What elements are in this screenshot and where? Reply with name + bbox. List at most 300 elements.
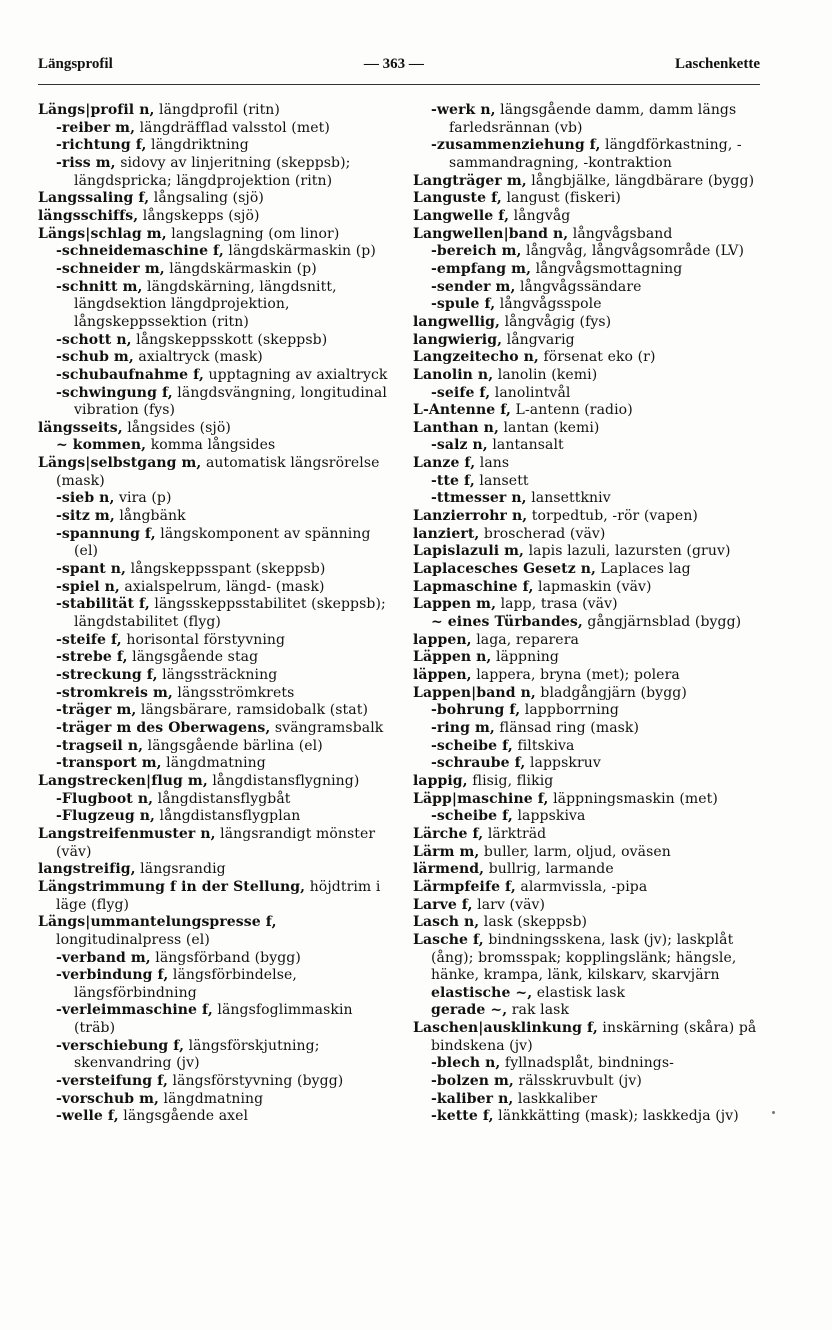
dictionary-entry <box>413 632 765 650</box>
dictionary-entry <box>413 402 765 420</box>
dictionary-entry <box>413 861 765 879</box>
entry-gloss: läppning <box>491 649 559 666</box>
entry-headword: läppen, <box>413 667 472 683</box>
entry-gloss: längdräfflad valsstol (met) <box>135 119 330 136</box>
dictionary-entry <box>413 1091 765 1109</box>
dictionary-entry <box>38 1002 390 1037</box>
entry-headword: Langzeitecho n, <box>413 349 539 366</box>
dictionary-entry <box>38 1091 390 1109</box>
dictionary-entry <box>38 1108 390 1126</box>
entry-gloss: längdprofil (ritn) <box>154 102 280 118</box>
dictionary-entry <box>38 950 390 968</box>
dictionary-entry <box>413 1055 765 1073</box>
entry-gloss: läppningsmaskin (met) <box>548 790 718 807</box>
dictionary-entry <box>413 455 765 473</box>
entry-headword: -schraube f, <box>431 755 526 772</box>
dictionary-entry <box>38 579 390 597</box>
entry-headword: -schub m, <box>56 349 134 366</box>
entry-headword: ~ kommen, <box>56 437 147 454</box>
entry-headword: -richtung f, <box>56 137 147 154</box>
entry-headword: Läppen n, <box>413 649 492 666</box>
entry-headword: Lappen m, <box>413 596 497 613</box>
dictionary-entry <box>38 226 390 244</box>
entry-gloss: längdskärmaskin (p) <box>223 243 376 260</box>
entry-headword: -schneidemaschine f, <box>56 243 224 260</box>
dictionary-entry <box>38 420 390 438</box>
dictionary-entry <box>413 702 765 720</box>
entry-headword: -scheibe f, <box>431 737 513 754</box>
dictionary-entry <box>413 261 765 279</box>
entry-gloss: lapmaskin (väv) <box>533 578 652 595</box>
entry-headword: Lanolin n, <box>413 366 494 383</box>
entry-headword: -verleimmaschine f, <box>56 1002 213 1019</box>
entry-headword: Langwellen|band n, <box>413 225 569 242</box>
dictionary-entry <box>413 279 765 297</box>
entry-gloss: längsförstyvning (bygg) <box>167 1073 344 1090</box>
entry-gloss: långvågssändare <box>515 278 642 295</box>
entry-headword: Languste f, <box>413 190 502 207</box>
entry-gloss: långbänk <box>114 508 186 525</box>
entry-gloss: långvarig <box>502 331 575 348</box>
dictionary-entry <box>413 914 765 932</box>
entry-gloss: horisontal förstyvning <box>121 631 286 648</box>
entry-headword: -verband m, <box>56 949 151 966</box>
dictionary-entry <box>413 579 765 597</box>
dictionary-entry <box>413 226 765 244</box>
entry-gloss: längsgående bärlina (el) <box>143 737 323 754</box>
dictionary-entry <box>413 932 765 985</box>
entry-gloss: elastisk lask <box>532 984 626 1001</box>
dictionary-entry <box>38 808 390 826</box>
entry-gloss: broscherad (väv) <box>479 525 606 542</box>
entry-gloss: längdmatning <box>158 1090 264 1107</box>
dictionary-entry <box>38 879 390 914</box>
dictionary-entry <box>413 173 765 191</box>
entry-headword: lanziert, <box>413 525 480 542</box>
dictionary-entry <box>413 349 765 367</box>
dictionary-entry <box>413 243 765 261</box>
entry-gloss: bladgångjärn (bygg) <box>535 684 687 701</box>
entry-gloss: långskeppsspant (skeppsb) <box>126 561 326 578</box>
entry-gloss: långskepps (sjö) <box>138 207 260 224</box>
dictionary-entry <box>413 738 765 756</box>
entry-headword: -bereich m, <box>431 243 522 260</box>
dictionary-entry <box>413 543 765 561</box>
entry-headword: -scheibe f, <box>431 808 513 825</box>
entry-gloss: lanolin (kemi) <box>493 366 598 383</box>
entry-headword: Lanthan n, <box>413 419 499 436</box>
dictionary-entry <box>38 649 390 667</box>
dictionary-entry <box>38 243 390 261</box>
dictionary-entry <box>38 967 390 1002</box>
entry-headword: Längs|selbstgang m, <box>38 455 202 472</box>
entry-headword: -sieb n, <box>56 490 115 507</box>
dictionary-entry <box>413 508 765 526</box>
entry-headword: -sitz m, <box>56 508 115 525</box>
entry-headword: -tragseil n, <box>56 737 144 754</box>
dictionary-entry <box>413 879 765 897</box>
dictionary-entry <box>413 1020 765 1055</box>
entry-headword: -seife f, <box>431 384 491 401</box>
entry-gloss: längskomponent av spänning (el) <box>74 525 371 560</box>
dictionary-entry <box>413 1073 765 1091</box>
dictionary-entry <box>413 897 765 915</box>
dictionary-entry <box>38 155 390 190</box>
entry-headword: -vorschub m, <box>56 1090 159 1107</box>
dictionary-entry <box>413 755 765 773</box>
entry-gloss: längsgående stag <box>127 649 259 666</box>
entry-gloss: längsskeppsstabilitet (skeppsb); längdstabilitet (flyg) <box>74 596 386 631</box>
entry-headword: -stromkreis m, <box>56 684 173 701</box>
dictionary-entry <box>413 596 765 614</box>
entry-headword: langwellig, <box>413 313 501 330</box>
dictionary-entry <box>38 702 390 720</box>
entry-headword: -salz n, <box>431 437 488 454</box>
entry-headword: Längs|schlag m, <box>38 225 167 242</box>
entry-gloss: laga, reparera <box>471 631 579 648</box>
entry-headword: Lärche f, <box>413 825 484 842</box>
dictionary-entry <box>38 685 390 703</box>
entry-headword: Läpp|maschine f, <box>413 790 549 807</box>
dictionary-entry <box>38 667 390 685</box>
entry-gloss: filtskiva <box>512 737 575 754</box>
entry-headword: Langssaling f, <box>38 190 150 207</box>
entry-gloss: lärkträd <box>483 825 547 842</box>
entry-headword: -welle f, <box>56 1108 119 1125</box>
entry-gloss: lappskruv <box>525 755 601 772</box>
entry-headword: -spannung f, <box>56 525 156 542</box>
entry-headword: Längstrimmung f in der Stellung, <box>38 878 306 895</box>
entry-gloss: Laplaces lag <box>595 561 691 578</box>
entry-gloss: lantan (kemi) <box>498 419 600 436</box>
entry-headword: langstreifig, <box>38 861 136 878</box>
entry-headword: Langträger m, <box>413 172 527 189</box>
dictionary-entry <box>413 826 765 844</box>
entry-gloss: gångjärnsblad (bygg) <box>582 614 742 631</box>
entry-gloss: långsaling (sjö) <box>149 190 264 207</box>
entry-headword: lappen, <box>413 631 472 648</box>
dictionary-entry <box>413 685 765 703</box>
left-column <box>38 102 390 1126</box>
entry-headword: langwierig, <box>413 331 503 348</box>
entry-gloss: flisig, flikig <box>467 772 554 789</box>
entry-headword: -verbindung f, <box>56 967 169 984</box>
entry-gloss: lanolintvål <box>490 384 571 401</box>
entry-headword: elastische ~, <box>431 984 533 1001</box>
entry-headword: -tte f, <box>431 472 475 489</box>
entry-gloss: längsgående axel <box>118 1108 249 1125</box>
entry-gloss: längsrandig <box>135 861 226 878</box>
entry-headword: -ring m, <box>431 719 495 736</box>
entry-gloss: upptagning av axialtryck <box>203 366 388 383</box>
entry-gloss: lansett <box>474 472 529 489</box>
dictionary-entry <box>38 508 390 526</box>
entry-gloss: lappborrning <box>520 702 619 719</box>
dictionary-entry <box>413 137 765 172</box>
entry-headword: Langwelle f, <box>413 207 510 224</box>
dictionary-entry <box>413 773 765 791</box>
entry-gloss: flänsad ring (mask) <box>494 719 640 736</box>
entry-gloss: langslagning (om linor) <box>166 225 340 242</box>
dictionary-entry <box>38 738 390 756</box>
dictionary-entry <box>38 720 390 738</box>
entry-headword: Lasch n, <box>413 914 480 931</box>
entry-headword: -strebe f, <box>56 649 128 666</box>
dictionary-entry <box>38 367 390 385</box>
entry-headword: -riss m, <box>56 154 116 171</box>
entry-headword: -schott n, <box>56 331 132 348</box>
dictionary-entry <box>38 120 390 138</box>
dictionary-entry <box>413 102 765 137</box>
entry-headword: lappig, <box>413 772 468 789</box>
dictionary-entry <box>38 490 390 508</box>
dictionary-entry <box>38 755 390 773</box>
entry-headword: -stabilität f, <box>56 596 150 613</box>
entry-gloss: lappskiva <box>512 808 586 825</box>
entry-headword: -empfang m, <box>431 260 532 277</box>
entry-gloss: långvågig (fys) <box>500 313 612 330</box>
dictionary-entry <box>413 473 765 491</box>
dictionary-entry <box>413 720 765 738</box>
entry-gloss: längsströmkrets <box>172 684 295 701</box>
entry-gloss: rak lask <box>507 1002 570 1019</box>
entry-headword: -Flugzeug n, <box>56 808 155 825</box>
entry-headword: Lasche f, <box>413 931 484 948</box>
entry-gloss: långvåg, långvågsområde (LV) <box>521 243 745 260</box>
entry-headword: -kette f, <box>431 1108 494 1125</box>
dictionary-entry <box>38 208 390 226</box>
entry-gloss: langust (fiskeri) <box>501 190 621 207</box>
entry-headword: Längs|profil n, <box>38 102 155 118</box>
dictionary-entry <box>38 349 390 367</box>
entry-gloss: buller, larm, oljud, oväsen <box>479 843 671 860</box>
entry-headword: lärmend, <box>413 861 485 878</box>
dictionary-entry <box>413 985 765 1003</box>
entry-gloss: lappera, bryna (met); polera <box>471 667 680 683</box>
entry-gloss: försenat eko (r) <box>538 349 656 366</box>
entry-headword: Lapislazuli m, <box>413 543 525 560</box>
entry-gloss: längsfoglimmaskin (träb) <box>74 1002 353 1037</box>
dictionary-entry <box>413 314 765 332</box>
entry-gloss: alarmvissla, -pipa <box>515 878 648 895</box>
margin-speck <box>772 1111 775 1114</box>
dictionary-entry <box>413 1108 765 1126</box>
entry-gloss: långvåg <box>509 207 571 224</box>
entry-headword: -ttmesser n, <box>431 490 527 507</box>
dictionary-entry <box>413 614 765 632</box>
dictionary-entry <box>38 914 390 949</box>
entry-gloss: axialtryck (mask) <box>133 349 263 366</box>
dictionary-entry <box>38 596 390 631</box>
entry-gloss: lask (skeppsb) <box>479 914 588 931</box>
dictionary-entry <box>413 296 765 314</box>
dictionary-entry <box>38 190 390 208</box>
dictionary-entry <box>413 1002 765 1020</box>
entry-gloss: lapis lazuli, lazursten (gruv) <box>524 543 731 560</box>
entry-headword: Lappen|band n, <box>413 684 536 701</box>
page-header <box>38 56 760 82</box>
entry-headword: längsschiffs, <box>38 207 139 224</box>
entry-headword: -transport m, <box>56 755 162 772</box>
entry-gloss: längdmatning <box>161 755 266 772</box>
entry-headword: -träger m, <box>56 702 137 719</box>
right-column <box>413 102 765 1126</box>
entry-headword: Lanze f, <box>413 455 476 472</box>
entry-gloss: lans <box>475 455 510 472</box>
entry-headword: -schubaufnahme f, <box>56 366 204 383</box>
entry-gloss: långvågsmottagning <box>531 260 683 277</box>
entry-gloss: inskärning (skåra) på bindskena (jv) <box>431 1020 757 1054</box>
dictionary-entry <box>38 102 390 120</box>
entry-gloss: axialspelrum, längd- (mask) <box>119 578 325 595</box>
entry-gloss: långvågsband <box>568 225 673 242</box>
entry-headword: -reiber m, <box>56 119 136 136</box>
entry-gloss: länkkätting (mask); laskkedja (jv) <box>493 1108 739 1125</box>
entry-gloss: långdistansflygbåt <box>153 790 291 807</box>
dictionary-entry <box>413 385 765 403</box>
dictionary-entry <box>413 190 765 208</box>
dictionary-entry <box>413 561 765 579</box>
entry-gloss: rälsskruvbult (jv) <box>513 1073 642 1090</box>
dictionary-entry <box>413 649 765 667</box>
entry-gloss: larv (väv) <box>472 896 546 913</box>
dictionary-entry <box>413 844 765 862</box>
dictionary-entry <box>413 367 765 385</box>
header-rule <box>38 84 760 85</box>
entry-gloss: längdsvängning, longitudinal vibration (fys) <box>74 384 387 419</box>
entry-headword: -sender m, <box>431 278 516 295</box>
entry-gloss: längdskärning, längdsnitt, längdsektion längdprojektion, långskeppssektion (ritn) <box>74 278 337 330</box>
entry-gloss: lapp, trasa (väv) <box>496 596 618 613</box>
entry-gloss: lantansalt <box>487 437 564 454</box>
entry-gloss: bindningsskena, lask (jv); laskplåt (ång); bromsspak; kopplingslänk; hängsle, hänke, krampa, länk, kilskarv, skarvjärn <box>431 931 737 984</box>
entry-gloss: sidovy av linjeritning (skeppsb); längdspricka; längdprojektion (ritn) <box>74 154 351 189</box>
entry-gloss: längsförband (bygg) <box>150 949 301 966</box>
entry-gloss: långdistansflygplan <box>155 808 301 825</box>
dictionary-entry <box>38 791 390 809</box>
page-number: — 363 — <box>363 56 424 72</box>
entry-headword: -schwingung f, <box>56 384 173 401</box>
entry-headword: -versteifung f, <box>56 1073 168 1090</box>
dictionary-entry <box>38 137 390 155</box>
entry-gloss: höjdtrim i läge (flyg) <box>56 878 381 913</box>
entry-gloss: svängramsbalk <box>270 719 384 736</box>
dictionary-entry <box>38 1073 390 1091</box>
header-left-guide-word: Längsprofil <box>38 56 113 72</box>
entry-gloss: vira (p) <box>114 490 172 507</box>
entry-headword: -spiel n, <box>56 578 120 595</box>
entry-gloss: längssträckning <box>157 667 278 683</box>
entry-gloss: långvågsspole <box>495 296 602 313</box>
dictionary-entry <box>38 261 390 279</box>
entry-headword: -verschiebung f, <box>56 1037 185 1054</box>
entry-gloss: långskeppsskott (skeppsb) <box>131 331 328 348</box>
entry-headword: Laschen|ausklinkung f, <box>413 1020 598 1037</box>
entry-headword: -träger m des Oberwagens, <box>56 719 271 736</box>
entry-headword: -schneider m, <box>56 260 165 277</box>
entry-gloss: längsförbindelse, längsförbindning <box>74 967 297 1001</box>
dictionary-entry <box>38 385 390 420</box>
entry-gloss: laskkaliber <box>513 1090 598 1107</box>
dictionary-entry <box>38 632 390 650</box>
dictionary-entry <box>38 279 390 332</box>
entry-gloss: längsbärare, ramsidobalk (stat) <box>136 702 369 719</box>
dictionary-entry <box>38 861 390 879</box>
entry-headword: Laplacesches Gesetz n, <box>413 561 596 578</box>
dictionary-entry <box>38 526 390 561</box>
dictionary-entry <box>413 791 765 809</box>
entry-headword: L-Antenne f, <box>413 402 511 419</box>
dictionary-entry <box>38 773 390 791</box>
entry-headword: längsseits, <box>38 419 123 436</box>
entry-gloss: längdskärmaskin (p) <box>164 260 317 277</box>
entry-headword: -streckung f, <box>56 667 158 683</box>
entry-gloss: lansettkniv <box>526 490 611 507</box>
dictionary-entry <box>38 826 390 861</box>
dictionary-entry <box>38 455 390 490</box>
dictionary-entry <box>38 561 390 579</box>
entry-gloss: långdistansflygning) <box>207 772 360 789</box>
entry-headword: -kaliber n, <box>431 1090 514 1107</box>
dictionary-entry <box>413 420 765 438</box>
entry-headword: -schnitt m, <box>56 278 143 295</box>
entry-gloss: komma långsides <box>146 437 276 454</box>
entry-gloss: längsförskjutning; skenvandring (jv) <box>74 1037 320 1072</box>
entry-gloss: bullrig, larmande <box>484 861 614 878</box>
entry-headword: ~ eines Türbandes, <box>431 614 583 631</box>
entry-gloss: fyllnadsplåt, bindnings- <box>500 1055 674 1072</box>
entry-headword: Langstreifenmuster n, <box>38 825 216 842</box>
entry-headword: -blech n, <box>431 1055 501 1072</box>
entry-headword: gerade ~, <box>431 1002 508 1019</box>
dictionary-entry <box>38 437 390 455</box>
entry-headword: -werk n, <box>431 102 496 118</box>
entry-headword: Lapmaschine f, <box>413 578 534 595</box>
entry-gloss: längsgående damm, damm längs farledsrännan (vb) <box>449 102 737 136</box>
entry-headword: Lärm m, <box>413 843 480 860</box>
entry-headword: -spule f, <box>431 296 496 313</box>
entry-headword: -steife f, <box>56 631 122 648</box>
entry-headword: -bohrung f, <box>431 702 521 719</box>
entry-headword: Langstrecken|flug m, <box>38 772 208 789</box>
entry-gloss: L-antenn (radio) <box>511 402 633 419</box>
entry-headword: Larve f, <box>413 896 473 913</box>
entry-gloss: långsides (sjö) <box>122 419 231 436</box>
entry-gloss: längdriktning <box>146 137 249 154</box>
dictionary-entry <box>38 332 390 350</box>
entry-headword: -spant n, <box>56 561 127 578</box>
entry-gloss: längdförkastning, -sammandragning, -kontraktion <box>449 137 742 171</box>
dictionary-entry <box>413 490 765 508</box>
entry-headword: Lanzierrohr n, <box>413 508 528 525</box>
entry-headword: -zusammenziehung f, <box>431 137 601 154</box>
dictionary-entry <box>413 667 765 685</box>
header-right-guide-word: Laschenkette <box>675 56 760 72</box>
dictionary-entry <box>413 332 765 350</box>
entry-headword: -Flugboot n, <box>56 790 154 807</box>
entry-gloss: longitudinalpress (el) <box>56 931 210 948</box>
entry-gloss: torpedtub, -rör (vapen) <box>527 508 698 525</box>
entry-headword: Längs|ummantelungspresse f, <box>38 914 277 931</box>
dictionary-entry <box>413 208 765 226</box>
dictionary-entry <box>38 1038 390 1073</box>
dictionary-entry <box>413 526 765 544</box>
entry-gloss: längsrandigt mönster (väv) <box>56 825 376 860</box>
entry-headword: Lärmpfeife f, <box>413 878 516 895</box>
entry-gloss: långbjälke, längdbärare (bygg) <box>526 172 755 189</box>
dictionary-entry <box>413 808 765 826</box>
entry-headword: -bolzen m, <box>431 1073 514 1090</box>
